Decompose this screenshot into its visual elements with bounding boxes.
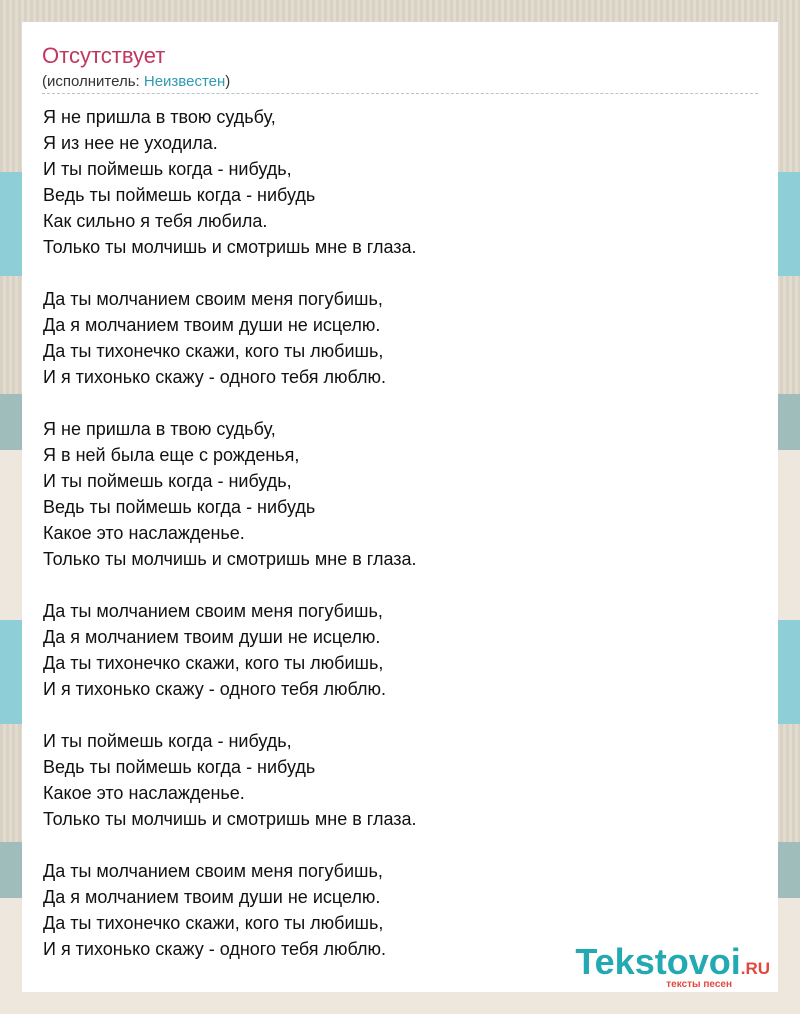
lyrics-line: Я не пришла в твою судьбу, — [43, 107, 276, 127]
lyrics-line: Да я молчанием твоим души не исцелю. — [43, 627, 381, 647]
lyrics-line: Только ты молчишь и смотришь мне в глаза. — [43, 809, 417, 829]
lyrics-line: И ты поймешь когда - нибудь, — [43, 159, 292, 179]
lyrics-line: Да ты молчанием своим меня погубишь, — [43, 601, 383, 621]
lyrics-line: Да ты молчанием своим меня погубишь, — [43, 289, 383, 309]
lyrics-stanza — [43, 416, 743, 572]
lyrics-line: И я тихонько скажу - одного тебя люблю. — [43, 367, 386, 387]
lyrics-stanza — [43, 286, 743, 390]
lyrics-stanza — [43, 728, 743, 832]
site-logo[interactable] — [575, 941, 770, 990]
artist-suffix: ) — [225, 73, 231, 90]
lyrics-line: Я из нее не уходила. — [43, 133, 218, 153]
lyrics-stanza — [43, 598, 743, 702]
lyrics-line: Только ты молчишь и смотришь мне в глаза. — [43, 237, 417, 257]
song-title: Отсутствует — [42, 43, 166, 68]
lyrics-line: Ведь ты поймешь когда - нибудь — [43, 757, 316, 777]
lyrics-body — [43, 104, 743, 988]
lyrics-line: Какое это наслажденье. — [43, 783, 245, 803]
lyrics-line: Да я молчанием твоим души не исцелю. — [43, 315, 381, 335]
lyrics-line: Только ты молчишь и смотришь мне в глаза. — [43, 549, 417, 569]
lyrics-line: Да ты молчанием своим меня погубишь, — [43, 861, 383, 881]
lyrics-line: Как сильно я тебя любила. — [43, 211, 268, 231]
logo-tld: .RU — [740, 959, 770, 978]
artist-line — [42, 73, 230, 90]
lyrics-stanza — [43, 104, 743, 260]
artist-link[interactable]: Неизвестен — [143, 73, 226, 90]
logo-tagline: тексты песен — [666, 979, 732, 990]
title-divider — [42, 93, 758, 94]
lyrics-line: Да ты тихонечко скажи, кого ты любишь, — [43, 913, 384, 933]
lyrics-line: Да ты тихонечко скажи, кого ты любишь, — [43, 341, 384, 361]
lyrics-line: И я тихонько скажу - одного тебя люблю. — [43, 679, 386, 699]
lyrics-line: Какое это наслажденье. — [43, 523, 245, 543]
lyrics-line: Ведь ты поймешь когда - нибудь — [43, 185, 316, 205]
lyrics-line: Я не пришла в твою судьбу, — [43, 419, 276, 439]
lyrics-line: Да я молчанием твоим души не исцелю. — [43, 887, 381, 907]
artist-prefix: (исполнитель: — [42, 73, 144, 90]
lyrics-line: Ведь ты поймешь когда - нибудь — [43, 497, 316, 517]
lyrics-line: И я тихонько скажу - одного тебя люблю. — [43, 939, 386, 959]
lyrics-line: Да ты тихонечко скажи, кого ты любишь, — [43, 653, 384, 673]
logo-wordmark: Tekstovoi — [575, 941, 741, 982]
lyrics-line: И ты поймешь когда - нибудь, — [43, 731, 292, 751]
lyrics-line: И ты поймешь когда - нибудь, — [43, 471, 292, 491]
lyrics-card — [22, 22, 778, 992]
lyrics-line: Я в ней была еще с рожденья, — [43, 445, 300, 465]
